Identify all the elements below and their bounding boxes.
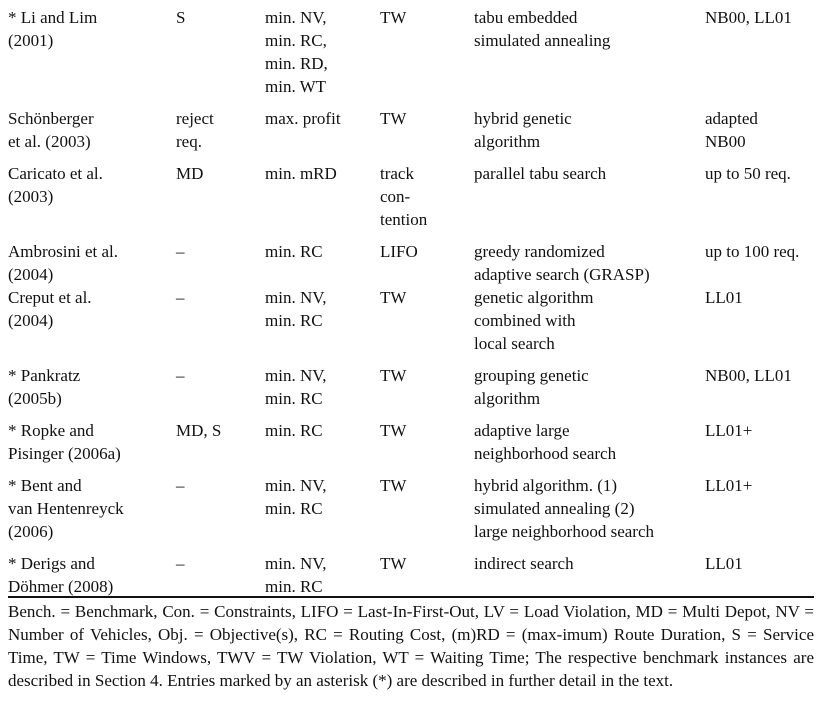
cell-time-feature: TW [380, 109, 407, 128]
cell-benchmark: LL01 [705, 554, 743, 573]
cell-method: genetic algorithm combined with local search [474, 288, 594, 353]
cell-reference: Creput et al. (2004) [8, 288, 92, 330]
cell-benchmark: LL01+ [705, 476, 753, 495]
cell-benchmark: NB00, LL01 [705, 366, 792, 385]
cell-objective: min. NV, min. RC [265, 554, 327, 596]
cell-method: hybrid algorithm. (1) simulated annealing (2) large neighborhood search [474, 476, 655, 541]
cell-method: hybrid genetic algorithm [474, 109, 572, 151]
cell-constraints: – [176, 476, 185, 495]
cell-constraints: S [176, 8, 186, 27]
cell-time-feature: track con- tention [380, 164, 428, 229]
cell-objective: min. NV, min. RC [265, 366, 327, 408]
cell-constraints: MD, S [176, 421, 222, 440]
cell-time-feature: TW [380, 366, 407, 385]
cell-constraints: – [176, 366, 185, 385]
cell-reference: * Pankratz (2005b) [8, 366, 81, 408]
cell-reference: Ambrosini et al. (2004) [8, 242, 119, 284]
cell-time-feature: TW [380, 476, 407, 495]
cell-reference: * Derigs and Döhmer (2008) [8, 554, 114, 596]
cell-constraints: MD [176, 164, 204, 183]
cell-method: greedy randomized adaptive search (GRASP) [474, 242, 650, 284]
cell-objective: min. NV, min. RC, min. RD, min. WT [265, 8, 328, 96]
table-bottom-rule [8, 596, 814, 598]
cell-benchmark: up to 100 req. [705, 242, 800, 261]
cell-time-feature: TW [380, 8, 407, 27]
cell-constraints: – [176, 288, 185, 307]
cell-benchmark: adapted NB00 [705, 109, 758, 151]
cell-benchmark: LL01 [705, 288, 743, 307]
cell-reference: Schönberger et al. (2003) [8, 109, 94, 151]
cell-constraints: – [176, 554, 185, 573]
cell-time-feature: TW [380, 554, 407, 573]
cell-method: indirect search [474, 554, 574, 573]
cell-method: adaptive large neighborhood search [474, 421, 617, 463]
cell-method: tabu embedded simulated annealing [474, 8, 611, 50]
cell-constraints: – [176, 242, 185, 261]
cell-objective: min. RC [265, 242, 323, 261]
cell-time-feature: TW [380, 288, 407, 307]
cell-time-feature: TW [380, 421, 407, 440]
cell-method: parallel tabu search [474, 164, 607, 183]
cell-reference: * Ropke and Pisinger (2006a) [8, 421, 121, 463]
cell-method: grouping genetic algorithm [474, 366, 589, 408]
cell-reference: * Bent and van Hentenreyck (2006) [8, 476, 124, 541]
cell-objective: min. NV, min. RC [265, 288, 327, 330]
cell-benchmark: up to 50 req. [705, 164, 791, 183]
cell-constraints: reject req. [176, 109, 214, 151]
cell-objective: min. NV, min. RC [265, 476, 327, 518]
cell-benchmark: NB00, LL01 [705, 8, 792, 27]
cell-objective: max. profit [265, 109, 341, 128]
cell-time-feature: LIFO [380, 242, 418, 261]
cell-reference: * Li and Lim (2001) [8, 8, 98, 50]
cell-benchmark: LL01+ [705, 421, 753, 440]
table-footnote: Bench. = Benchmark, Con. = Constraints, LIFO = Last-In-First-Out, LV = Load Violation, MD = Multi Depot, NV = Number of Vehicles, Obj. = Objective(s), RC = Routing Cost, (m)RD = (max-imum) Route Duration, S = Service Time, TW = Time Windows, TWV = TW Violation, WT = Waiting Time; The respective benchmark instances are described in Section 4. Entries marked by an asterisk (*) are described in further detail in the text. [8, 602, 814, 690]
cell-reference: Caricato et al. (2003) [8, 164, 103, 206]
cell-objective: min. mRD [265, 164, 337, 183]
cell-objective: min. RC [265, 421, 323, 440]
